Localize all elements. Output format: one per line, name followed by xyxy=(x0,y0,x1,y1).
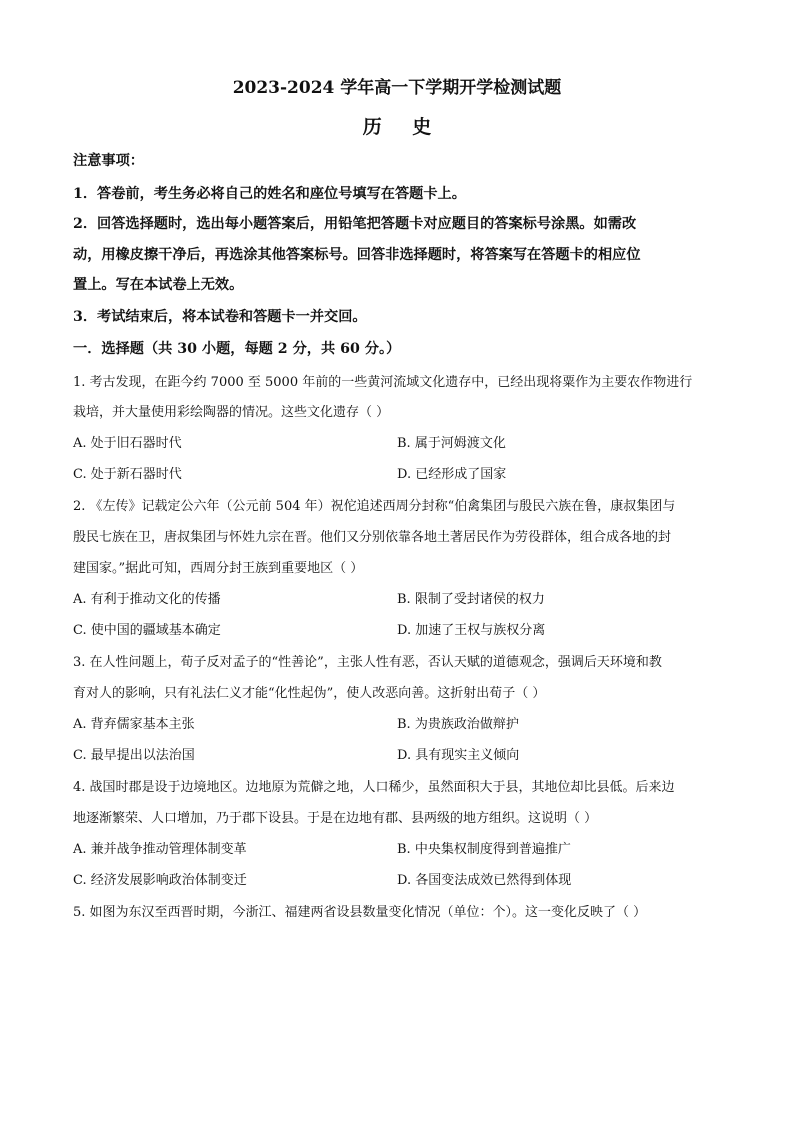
notice-item: 置上。写在本试卷上无效。 xyxy=(73,277,244,293)
question-4-option-c: C. 经济发展影响政治体制变迁 xyxy=(73,873,247,888)
question-4-option-d: D. 各国变法成效已然得到体现 xyxy=(397,873,572,888)
notice-item: 动，用橡皮擦干净后，再选涂其他答案标号。回答非选择题时，将答案写在答题卡的相应位 xyxy=(73,247,641,263)
question-2-text: 殷民七族在卫，唐叔集团与怀姓九宗在晋。他们又分别依靠各地土著居民作为劳役群体，组合成各地的封 xyxy=(73,530,672,545)
question-3-text: 育对人的影响，只有礼法仁义才能“化性起伪”，使人改恶向善。这折射出荀子（ ） xyxy=(73,686,546,701)
question-1-option-c: C. 处于新石器时代 xyxy=(73,467,182,482)
question-4-text: 地逐渐繁荣、人口增加，乃于郡下设县。于是在边地有郡、县两级的地方组织。这说明（ ） xyxy=(73,811,598,826)
question-4-option-b: B. 中央集权制度得到普遍推广 xyxy=(397,842,571,857)
notice-item: 3．考试结束后，将本试卷和答题卡一并交回。 xyxy=(73,309,367,325)
question-1-text: 栽培，并大量使用彩绘陶器的情况。这些文化遗存（ ） xyxy=(73,405,390,420)
question-2-option-a: A. 有利于推动文化的传播 xyxy=(73,592,221,607)
question-5-text: 5. 如图为东汉至西晋时期，今浙江、福建两省设县数量变化情况（单位：个）。这一变化反映了（ ） xyxy=(73,905,647,920)
notice-heading: 注意事项： xyxy=(73,153,144,169)
notice-item: 1．答卷前，考生务必将自己的姓名和座位号填写在答题卡上。 xyxy=(73,186,466,202)
question-2-option-d: D. 加速了王权与族权分离 xyxy=(397,623,546,638)
question-2-text: 建国家。”据此可知，西周分封王族到重要地区（ ） xyxy=(73,561,364,576)
question-2-option-b: B. 限制了受封诸侯的权力 xyxy=(397,592,545,607)
exam-subject: 历 史 xyxy=(362,116,444,138)
question-2-option-c: C. 使中国的疆域基本确定 xyxy=(73,623,221,638)
question-4-text: 4. 战国时郡是设于边境地区。边地原为荒僻之地，人口稀少，虽然面积大于县，其地位却比县低。后来边 xyxy=(73,780,675,795)
question-3-text: 3. 在人性问题上，荀子反对孟子的“性善论”，主张人性有恶，否认天赋的道德观念，强调后天环境和教 xyxy=(73,655,662,670)
question-1-option-a: A. 处于旧石器时代 xyxy=(73,436,182,451)
question-1-option-b: B. 属于河姆渡文化 xyxy=(397,436,506,451)
question-3-option-d: D. 具有现实主义倾向 xyxy=(397,748,520,763)
section-heading: 一．选择题（共 30 小题，每题 2 分，共 60 分。） xyxy=(73,341,401,357)
notice-item: 2．回答选择题时，选出每小题答案后，用铅笔把答题卡对应题目的答案标号涂黑。如需改 xyxy=(73,216,637,232)
question-4-option-a: A. 兼并战争推动管理体制变革 xyxy=(73,842,247,857)
question-1-text: 1. 考古发现，在距今约 7000 至 5000 年前的一些黄河流域文化遗存中，已经出现将粟作为主要农作物进行 xyxy=(73,375,693,390)
question-3-option-a: A. 背弃儒家基本主张 xyxy=(73,717,195,732)
question-3-option-b: B. 为贵族政治做辩护 xyxy=(397,717,519,732)
question-1-option-d: D. 已经形成了国家 xyxy=(397,467,507,482)
question-2-text: 2. 《左传》记载定公六年（公元前 504 年）祝佗追述西周分封称“伯禽集团与殷民六族在鲁，康叔集团与 xyxy=(73,499,676,514)
question-3-option-c: C. 最早提出以法治国 xyxy=(73,748,195,763)
exam-title: 2023-2024 学年高一下学期开学检测试题 xyxy=(232,78,562,98)
